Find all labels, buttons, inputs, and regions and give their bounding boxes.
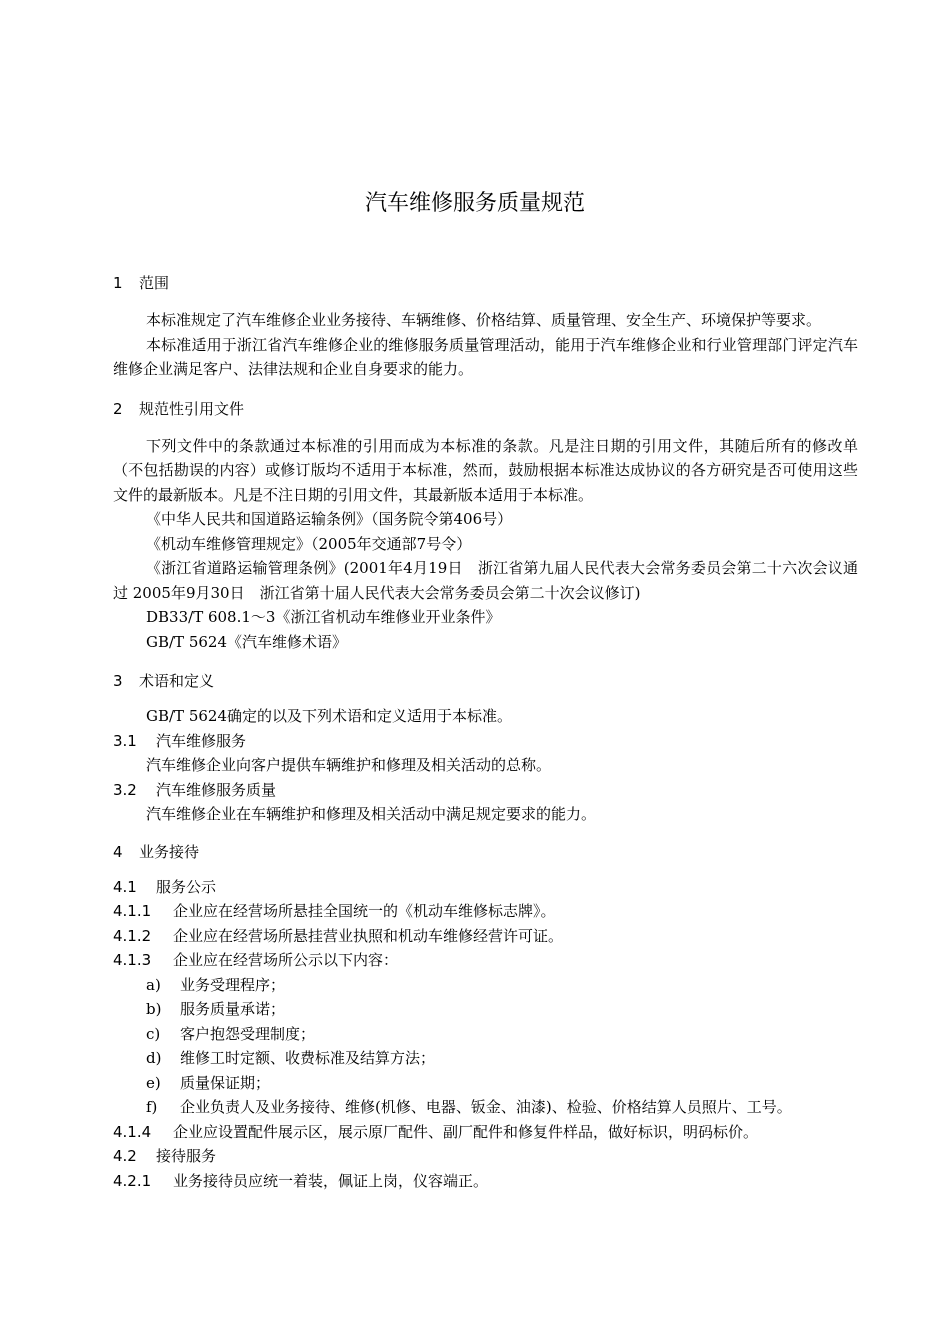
- list-label: f): [146, 1098, 158, 1116]
- list-text: 质量保证期；: [180, 1073, 271, 1092]
- clause-text: 业务接待员应统一着装，佩证上岗，仪容端正。: [173, 1171, 489, 1190]
- list-label: d): [146, 1049, 162, 1067]
- document-body: [113, 272, 858, 1193]
- clause-number: 4.1.2: [113, 926, 152, 945]
- clause-text: 企业应在经营场所公示以下内容：: [173, 951, 399, 969]
- list-text: 维修工时定额、收费标准及结算方法；: [180, 1049, 436, 1067]
- list-item: [113, 1046, 858, 1071]
- reference-item: 《浙江省道路运输管理条例》(2001年4月19日 浙江省第九届人民代表大会常务委员会第二十六次会议通过 2005年9月30日 浙江省第十届人民代表大会常务委员会第二十次会议修订): [113, 559, 858, 602]
- clause-number: 4.1.4: [113, 1122, 152, 1141]
- list-label: e): [146, 1073, 161, 1092]
- clause: [113, 1120, 858, 1145]
- section-title: 规范性引用文件: [139, 399, 245, 418]
- list-label: c): [146, 1024, 161, 1043]
- section-4-heading: [113, 841, 858, 863]
- section-title: 业务接待: [139, 842, 200, 861]
- clause: [113, 924, 858, 949]
- clause-number: 4.1.3: [113, 951, 152, 969]
- subsection-number: 4.2: [113, 1147, 137, 1165]
- clause: [113, 899, 858, 924]
- paragraph: 下列文件中的条款通过本标准的引用而成为本标准的条款。凡是注日期的引用文件，其随后所有的修改单（不包括勘误的内容）或修订版均不适用于本标准，然而，鼓励根据本标准达成协议的各方研究是否可使用这些文件的最新版本。凡是不注日期的引用文件，其最新版本适用于本标准。: [113, 436, 858, 504]
- clause: [113, 1169, 858, 1194]
- clause-text: 企业应设置配件展示区，展示原厂配件、副厂配件和修复件样品，做好标识，明码标价。: [173, 1122, 759, 1141]
- list-text: 企业负责人及业务接待、维修(机修、电器、钣金、油漆)、检验、价格结算人员照片、工号。: [180, 1098, 792, 1116]
- subsection-title: 接待服务: [156, 1147, 217, 1165]
- list-text: 业务受理程序；: [180, 975, 286, 994]
- section-number: 1: [113, 274, 123, 292]
- section-number: 3: [113, 672, 123, 690]
- reference-item: 《机动车维修管理规定》（2005年交通部7号令）: [146, 534, 472, 553]
- clause-text: 企业应在经营场所悬挂营业执照和机动车维修经营许可证。: [173, 926, 564, 945]
- reference-item: DB33/T 608.1～3《浙江省机动车维修业开业条件》: [146, 608, 501, 626]
- definition-term: 汽车维修服务: [156, 731, 247, 750]
- section-number: 4: [113, 842, 123, 861]
- reference-item: 《中华人民共和国道路运输条例》（国务院令第406号）: [146, 510, 513, 528]
- list-item: [113, 1022, 858, 1047]
- paragraph: 本标准规定了汽车维修企业业务接待、车辆维修、价格结算、质量管理、安全生产、环境保护等要求。: [146, 311, 822, 329]
- definition-term: 汽车维修服务质量: [156, 780, 277, 799]
- list-text: 服务质量承诺；: [180, 1000, 286, 1018]
- subsection-heading: [113, 875, 858, 900]
- document-title: 汽车维修服务质量规范: [364, 191, 585, 216]
- definition-heading: [113, 729, 858, 754]
- section-3-heading: [113, 670, 858, 692]
- list-item: [113, 1095, 858, 1120]
- definition-number: 3.1: [113, 731, 137, 750]
- list-label: a): [146, 975, 161, 994]
- list-label: b): [146, 1000, 162, 1018]
- subsection-heading: [113, 1144, 858, 1169]
- section-title: 范围: [139, 274, 170, 292]
- definition-number: 3.2: [113, 780, 137, 799]
- subsection-title: 服务公示: [156, 877, 217, 896]
- clause-text: 企业应在经营场所悬挂全国统一的《机动车维修标志牌》。: [173, 902, 556, 920]
- list-item: [113, 973, 858, 998]
- definition-text: 汽车维修企业在车辆维护和修理及相关活动中满足规定要求的能力。: [146, 805, 597, 823]
- paragraph: GB/T 5624确定的以及下列术语和定义适用于本标准。: [146, 707, 513, 725]
- clause-number: 4.2.1: [113, 1171, 152, 1190]
- paragraph: 本标准适用于浙江省汽车维修企业的维修服务质量管理活动，能用于汽车维修企业和行业管理部门评定汽车维修企业满足客户、法律法规和企业自身要求的能力。: [113, 335, 858, 378]
- list-text: 客户抱怨受理制度；: [180, 1024, 316, 1043]
- list-item: [113, 1071, 858, 1096]
- definition-heading: [113, 778, 858, 803]
- reference-item: GB/T 5624《汽车维修术语》: [146, 632, 348, 651]
- clause-number: 4.1.1: [113, 902, 152, 920]
- subsection-number: 4.1: [113, 877, 137, 896]
- definition-text: 汽车维修企业向客户提供车辆维护和修理及相关活动的总称。: [146, 756, 552, 774]
- section-title: 术语和定义: [139, 672, 215, 690]
- section-number: 2: [113, 399, 123, 418]
- section-1-heading: [113, 272, 858, 294]
- list-item: [113, 997, 858, 1022]
- clause: [113, 948, 858, 973]
- section-2-heading: [113, 398, 858, 420]
